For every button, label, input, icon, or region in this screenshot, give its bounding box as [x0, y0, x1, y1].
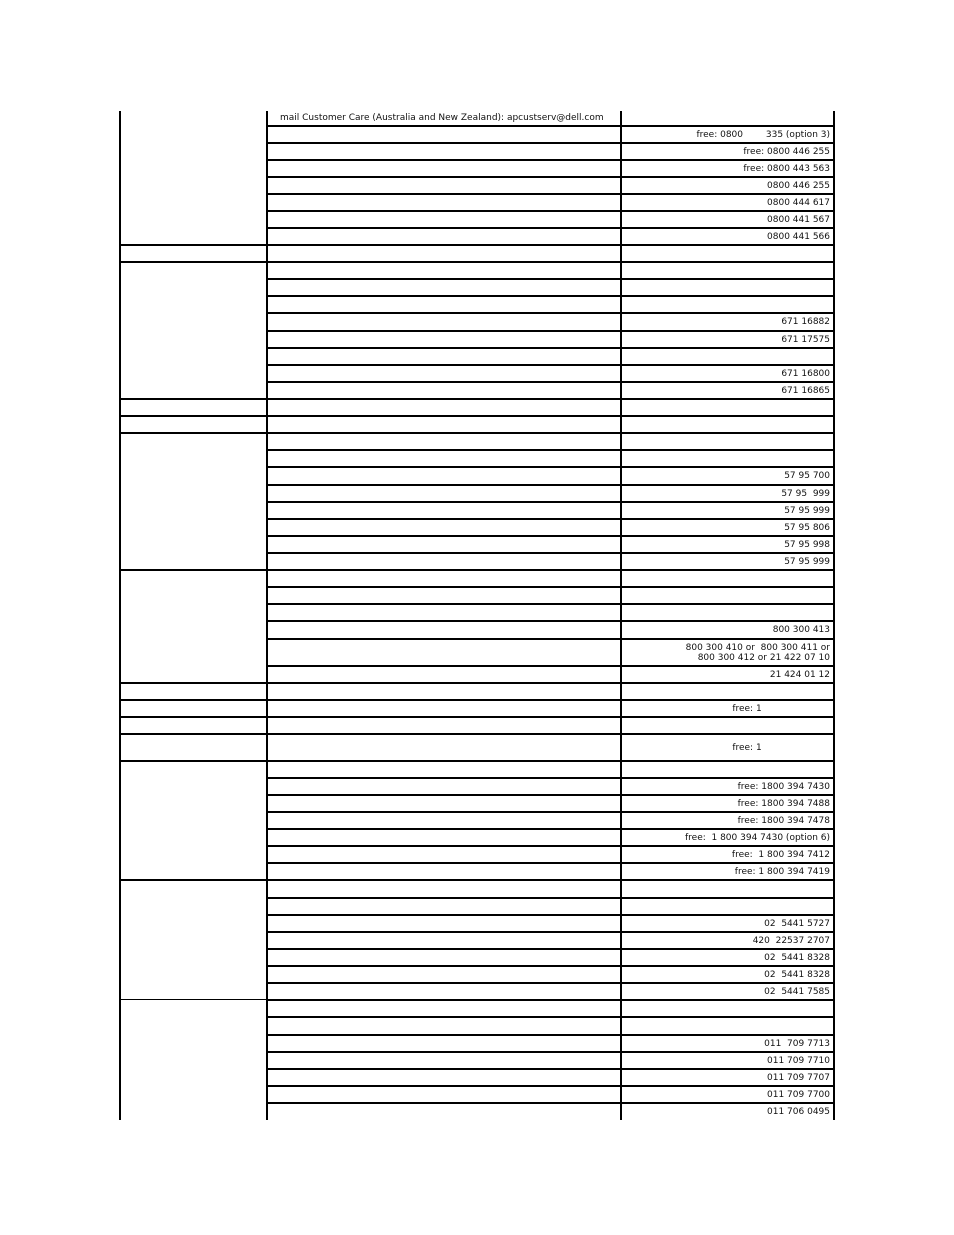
- row-rule: [266, 1051, 835, 1053]
- phone-number: 420 22537 2707: [752, 936, 830, 946]
- phone-number: 011 709 7710: [767, 1056, 830, 1066]
- phone-number: free: 0800 443 563: [743, 164, 830, 174]
- row-rule: [266, 466, 835, 468]
- row-rule: [266, 227, 835, 229]
- row-rule: [266, 449, 835, 451]
- phone-number: 011 709 7707: [767, 1073, 830, 1083]
- row-rule: [266, 432, 835, 434]
- row-rule: [266, 1102, 835, 1104]
- row-rule: [266, 586, 835, 588]
- group-rule: [119, 733, 268, 735]
- row-rule: [266, 552, 835, 554]
- row-rule: [266, 879, 835, 881]
- phone-number: 0800 441 567: [767, 215, 830, 225]
- phone-number: 57 95 700: [784, 471, 830, 481]
- row-rule: [266, 948, 835, 950]
- phone-number: 671 16882: [781, 317, 830, 327]
- phone-number: free: 1800 394 7488: [737, 799, 830, 809]
- phone-number: 02 5441 5727: [764, 919, 830, 929]
- phone-number: 0800 446 255: [767, 181, 830, 191]
- row-rule: [266, 914, 835, 916]
- phone-number: free: 0800 446 255: [743, 147, 830, 157]
- group-rule: [119, 699, 268, 701]
- row-rule: [266, 638, 835, 640]
- phone-number: 011 706 0495: [767, 1107, 830, 1117]
- row-rule: [266, 931, 835, 933]
- phone-number: 800 300 410 or 800 300 411 or 800 300 412 or 21 422 07 10: [685, 643, 830, 663]
- phone-number: 800 300 413: [772, 625, 830, 635]
- row-rule: [266, 845, 835, 847]
- phone-number: 0800 444 617: [767, 198, 830, 208]
- row-rule: [266, 1016, 835, 1018]
- row-rule: [266, 347, 835, 349]
- row-rule: [266, 862, 835, 864]
- phone-number: 57 95 999: [784, 506, 830, 516]
- row-rule: [266, 965, 835, 967]
- phone-number: 57 95 806: [784, 523, 830, 533]
- row-rule: [266, 312, 835, 314]
- row-rule: [266, 699, 835, 701]
- row-rule: [266, 244, 835, 246]
- row-rule: [266, 828, 835, 830]
- row-rule: [266, 603, 835, 605]
- row-rule: [266, 518, 835, 520]
- phone-number: 671 16800: [781, 369, 830, 379]
- phone-number: free: 1 800 394 7430 (option 6): [685, 833, 830, 843]
- group-rule: [119, 244, 268, 246]
- row-rule: [266, 125, 835, 127]
- phone-number: 02 5441 7585: [764, 987, 830, 997]
- phone-number: free: 1800 394 7430: [737, 782, 830, 792]
- row-rule: [266, 381, 835, 383]
- group-rule: [119, 682, 268, 684]
- row-rule: [266, 682, 835, 684]
- phone-number: free: 0800 335 (option 3): [696, 130, 830, 140]
- phone-number: 671 17575: [781, 335, 830, 345]
- phone-number: 0800 441 566: [767, 232, 830, 242]
- phone-number: 57 95 999: [784, 557, 830, 567]
- phone-number: 671 16865: [781, 386, 830, 396]
- row-rule: [266, 982, 835, 984]
- row-rule: [266, 1085, 835, 1087]
- row-rule: [266, 620, 835, 622]
- row-rule: [266, 484, 835, 486]
- phone-number: free: 1: [732, 704, 762, 714]
- phone-number: 011 709 7713: [764, 1039, 830, 1049]
- phone-number: 57 95 998: [784, 540, 830, 550]
- phone-number: free: 1800 394 7478: [737, 816, 830, 826]
- group-rule: [119, 760, 268, 762]
- row-rule: [266, 569, 835, 571]
- row-rule: [266, 1034, 835, 1036]
- phone-number: 21 424 01 12: [769, 670, 830, 680]
- phone-number: 57 95 999: [781, 489, 830, 499]
- row-rule: [266, 897, 835, 899]
- row-rule: [266, 999, 835, 1001]
- row-rule: [266, 811, 835, 813]
- row-rule: [266, 278, 835, 280]
- row-rule: [266, 777, 835, 779]
- row-rule: [266, 193, 835, 195]
- group-rule: [119, 415, 268, 417]
- row-rule: [266, 261, 835, 263]
- row-rule: [266, 665, 835, 667]
- row-rule: [266, 210, 835, 212]
- row-rule: [266, 794, 835, 796]
- row-rule: [266, 364, 835, 366]
- phone-number: 011 709 7700: [767, 1090, 830, 1100]
- row-rule: [266, 142, 835, 144]
- phone-number: free: 1: [732, 743, 762, 753]
- row-rule: [266, 295, 835, 297]
- row-description: mail Customer Care (Australia and New Zealand): apcustserv@dell.com: [280, 113, 604, 123]
- row-rule: [266, 1068, 835, 1070]
- row-rule: [266, 716, 835, 718]
- group-rule: [119, 569, 268, 571]
- row-rule: [266, 733, 835, 735]
- row-rule: [266, 501, 835, 503]
- group-rule-thin: [119, 999, 268, 1000]
- phone-number: free: 1 800 394 7419: [734, 867, 830, 877]
- row-rule: [266, 330, 835, 332]
- group-rule: [119, 398, 268, 400]
- row-rule: [266, 535, 835, 537]
- group-rule: [119, 879, 268, 881]
- row-rule: [266, 415, 835, 417]
- row-rule: [266, 760, 835, 762]
- phone-number: 02 5441 8328: [764, 953, 830, 963]
- phone-number: 02 5441 8328: [764, 970, 830, 980]
- row-rule: [266, 398, 835, 400]
- row-rule: [266, 176, 835, 178]
- group-rule: [119, 716, 268, 718]
- phone-number: free: 1 800 394 7412: [731, 850, 830, 860]
- row-rule: [266, 159, 835, 161]
- group-rule: [119, 261, 268, 263]
- group-rule: [119, 432, 268, 434]
